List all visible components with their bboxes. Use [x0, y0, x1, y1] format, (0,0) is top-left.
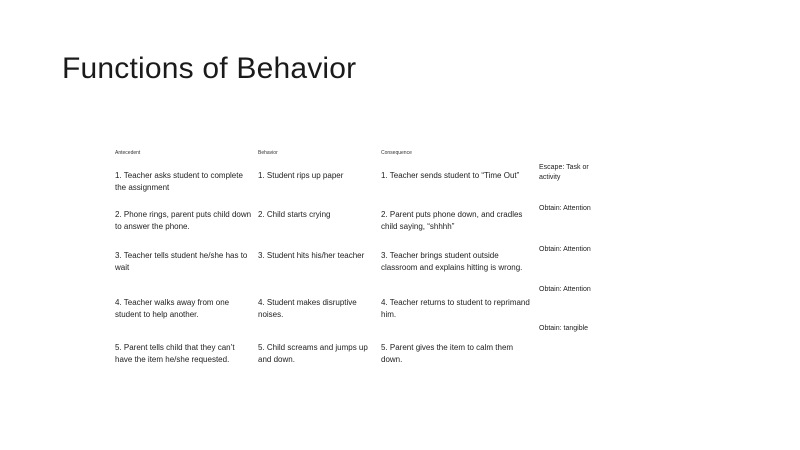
row-5-behavior: 5. Child screams and jumps up and down.	[258, 343, 368, 364]
row-2-antecedent: 2. Phone rings, parent puts child down to answer the phone.	[115, 210, 252, 231]
row-2-behavior: 2. Child starts crying	[258, 210, 331, 219]
row-3-consequence: 3. Teacher brings student outside classroom and explains hitting is wrong.	[381, 251, 523, 272]
row-5-consequence: 5. Parent gives the item to calm them down.	[381, 343, 514, 364]
row-3-antecedent: 3. Teacher tells student he/she has to wait	[115, 251, 248, 272]
row-4-function: Obtain: Attention	[539, 286, 591, 293]
row-5-function: Obtain: tangible	[539, 325, 589, 332]
row-1-function: Escape: Task or activity	[539, 164, 589, 181]
header-antecedent: Antecedent	[115, 150, 141, 156]
header-behavior: Behavior	[258, 150, 278, 156]
row-4-consequence: 4. Teacher returns to student to reprimand him.	[381, 298, 530, 319]
row-4-behavior: 4. Student makes disruptive noises.	[258, 298, 357, 319]
row-4-antecedent: 4. Teacher walks away from one student to help another.	[115, 298, 230, 319]
row-5-antecedent: 5. Parent tells child that they can’t have the item he/she requested.	[115, 343, 235, 364]
row-2-consequence: 2. Parent puts phone down, and cradles child saying, “shhhh”	[381, 210, 523, 231]
row-1-behavior: 1. Student rips up paper	[258, 171, 344, 180]
row-3-function: Obtain: Attention	[539, 246, 591, 253]
header-consequence: Consequence	[381, 150, 412, 156]
slide-title: Functions of Behavior	[62, 52, 357, 85]
row-2-function: Obtain: Attention	[539, 205, 591, 212]
row-3-behavior: 3. Student hits his/her teacher	[258, 251, 365, 260]
row-1-consequence: 1. Teacher sends student to “Time Out”	[381, 171, 520, 180]
row-1-antecedent: 1. Teacher asks student to complete the assignment	[115, 171, 243, 192]
